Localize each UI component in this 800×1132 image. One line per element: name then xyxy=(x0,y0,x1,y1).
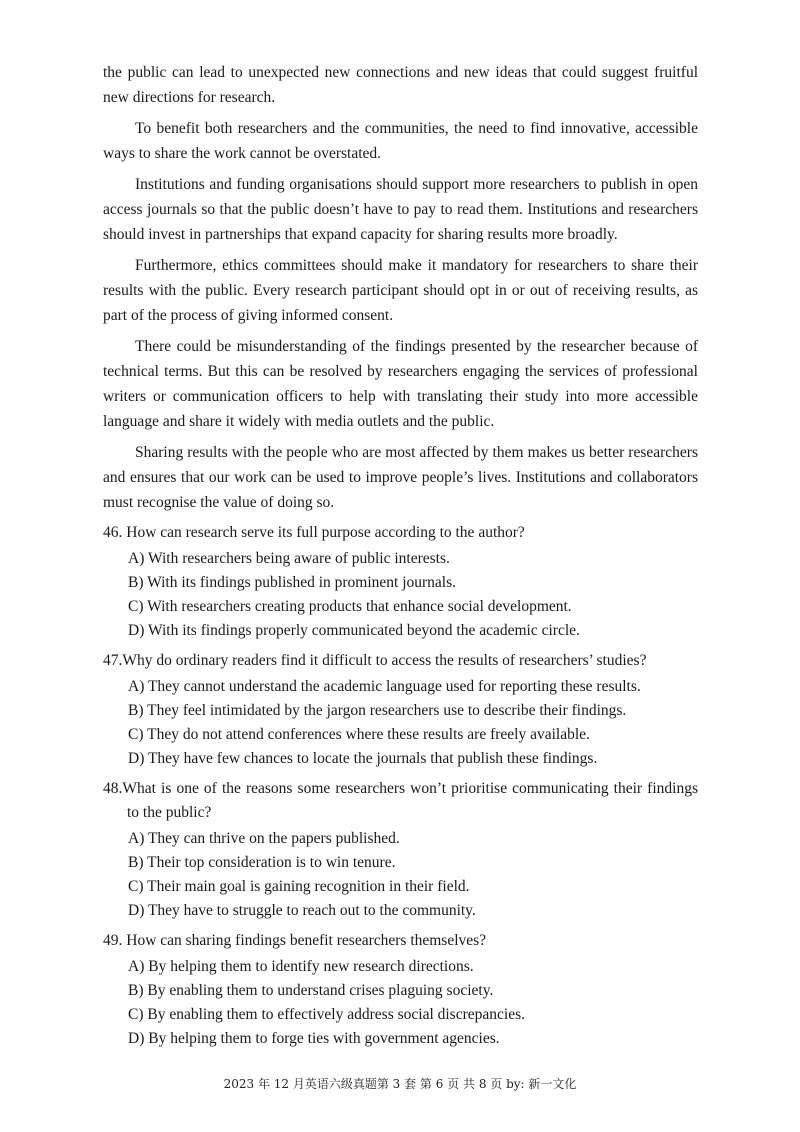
option-c: C) Their main goal is gaining recognition in their field. xyxy=(128,878,470,895)
question-list xyxy=(103,521,698,1051)
option-a: A) With researchers being aware of public interests. xyxy=(128,550,450,567)
question-stem: 47.Why do ordinary readers find it difficult to access the results of researchers’ studies? xyxy=(103,652,647,669)
option-b: B) By enabling them to understand crises plaguing society. xyxy=(128,982,494,999)
passage-paragraph: There could be misunderstanding of the findings presented by the researcher because of technical terms. But this can be resolved by researchers engaging the services of professional writers or communication officers to help with translating their study into more accessible language and share it widely with media outlets and the public. xyxy=(103,338,698,430)
question-47 xyxy=(103,649,698,771)
answer-options xyxy=(128,547,698,643)
option-d: D) With its findings properly communicated beyond the academic circle. xyxy=(128,622,580,639)
option-b: B) With its findings published in prominent journals. xyxy=(128,574,457,591)
passage-paragraph: Institutions and funding organisations should support more researchers to publish in open access journals so that the public doesn’t have to pay to read them. Institutions and researchers should invest in partnerships that expand capacity for sharing results more broadly. xyxy=(103,176,698,243)
question-48 xyxy=(103,777,698,923)
option-c: C) They do not attend conferences where these results are freely available. xyxy=(128,726,590,743)
option-b: B) Their top consideration is to win tenure. xyxy=(128,854,396,871)
passage-paragraph: To benefit both researchers and the communities, the need to find innovative, accessible ways to share the work cannot be overstated. xyxy=(103,120,698,162)
question-46 xyxy=(103,521,698,643)
option-a: A) They can thrive on the papers published. xyxy=(128,830,400,847)
option-a: A) By helping them to identify new research directions. xyxy=(128,958,474,975)
passage-paragraph: Furthermore, ethics committees should make it mandatory for researchers to share their results with the public. Every research participant should opt in or out of receiving results, as part of the process of giving informed consent. xyxy=(103,257,698,324)
option-c: C) With researchers creating products that enhance social development. xyxy=(128,598,572,615)
passage-paragraph: Sharing results with the people who are most affected by them makes us better researchers and ensures that our work can be used to improve people’s lives. Institutions and collaborators must recognise the value of doing so. xyxy=(103,444,698,511)
answer-options xyxy=(128,827,698,923)
option-d: D) By helping them to forge ties with government agencies. xyxy=(128,1030,500,1047)
document-body xyxy=(103,60,698,1055)
answer-options xyxy=(128,955,698,1051)
question-stem: 46. How can research serve its full purpose according to the author? xyxy=(103,524,525,541)
question-49 xyxy=(103,929,698,1051)
reading-passage xyxy=(103,60,698,515)
option-b: B) They feel intimidated by the jargon researchers use to describe their findings. xyxy=(128,702,627,719)
option-d: D) They have to struggle to reach out to the community. xyxy=(128,902,476,919)
option-a: A) They cannot understand the academic language used for reporting these results. xyxy=(128,678,641,695)
question-stem: 48.What is one of the reasons some researchers won’t prioritise communicating their findings to the public? xyxy=(103,780,698,821)
answer-options xyxy=(128,675,698,771)
page-footer: 2023 年 12 月英语六级真题第 3 套 第 6 页 共 8 页 by: 新一文化 xyxy=(223,1077,577,1091)
option-c: C) By enabling them to effectively address social discrepancies. xyxy=(128,1006,525,1023)
question-stem: 49. How can sharing findings benefit researchers themselves? xyxy=(103,932,487,949)
passage-paragraph: the public can lead to unexpected new connections and new ideas that could suggest fruitful new directions for research. xyxy=(103,64,698,106)
option-d: D) They have few chances to locate the journals that publish these findings. xyxy=(128,750,598,767)
